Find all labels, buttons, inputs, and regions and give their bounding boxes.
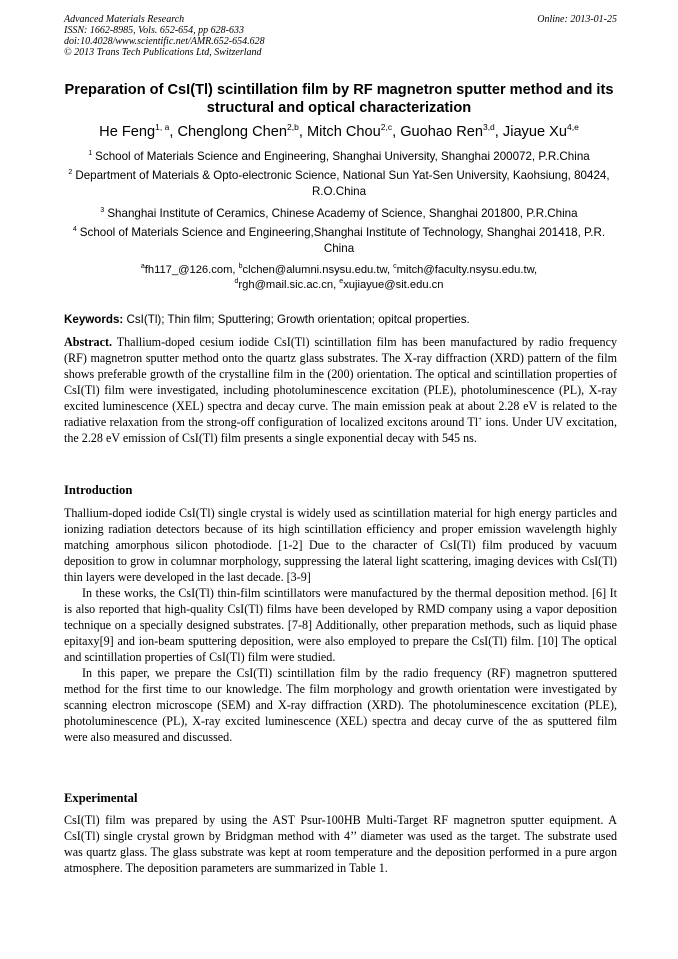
intro-paragraph-3: In this paper, we prepare the CsI(Tl) scintillation film by the radio frequency (RF) magnetron sputtered method for the first time to our knowledge. The film morphology and growth orientation were investigated by scanning electron microscope (SEM) and X-ray diffraction (XRD). The photoluminescence excitation (PLE), photoluminescence (PL), X-ray excited luminescence (XEL) spectra and decay curve of the as sputtered film were also measured and discussed. bbox=[64, 666, 617, 744]
abstract-label: Abstract. bbox=[64, 335, 113, 349]
author-affil-mark: 2,c bbox=[380, 122, 393, 132]
abstract-paragraph bbox=[64, 334, 617, 446]
affiliation-text: Shanghai Institute of Ceramics, Chinese Academy of Science, Shanghai 201800, P.R.China bbox=[107, 207, 578, 220]
email-address[interactable]: rgh@mail.sic.ac.cn, bbox=[238, 279, 340, 291]
affiliation-3 bbox=[58, 206, 620, 222]
author-name: Guohao Ren bbox=[400, 124, 483, 140]
issn-line: ISSN: 1662-8985, Vols. 652-654, pp 628-633 bbox=[64, 25, 244, 36]
abstract-superscript: + bbox=[478, 415, 483, 423]
author-name: He Feng bbox=[99, 124, 156, 140]
affiliation-number: 4 bbox=[72, 226, 77, 233]
email-address[interactable]: clchen@alumni.nsysu.edu.tw, bbox=[242, 264, 394, 276]
intro-paragraph-2: In these works, the CsI(Tl) thin-film scintillators were manufactured by the thermal deposition method. [6] It is also reported that high-quality CsI(Tl) films have been developed by RMD company using a vapor deposition technique on a specially designed substrates. [7-8] Additionally, other preparation methods, such as liquid phase epitaxy[9] and ion-beam sputtering deposition, were also employed to prepare the CsI(Tl) film. [10] The optical and scintillation properties of CsI(Tl) film were studied. bbox=[64, 586, 617, 664]
keywords-text: CsI(Tl); Thin film; Sputtering; Growth orientation; opitcal properties. bbox=[123, 313, 470, 326]
email-address[interactable]: fh117_@126.com, bbox=[144, 264, 239, 276]
affiliation-number: 2 bbox=[68, 169, 73, 176]
email-address[interactable]: xujiayue@sit.edu.cn bbox=[343, 279, 444, 291]
email-mark: a bbox=[140, 263, 145, 270]
affiliation-4 bbox=[58, 225, 620, 257]
author-affil-mark: 4,e bbox=[567, 122, 579, 132]
email-mark: c bbox=[393, 263, 397, 270]
abstract-text: Thallium-doped cesium iodide CsI(Tl) scintillation film has been manufactured by radio frequency (RF) magnetron sputter method onto the quartz glass substrates. The X-ray diffraction (XRD) pattern of the film shows preferable growth of the crystalline film in the (200) orientation. The optical and scintillation properties of CsI(Tl) film were investigated, including photoluminescence excitation (PLE), photoluminescence (PL), X-ray excited luminescence (XEL) spectra and decay curve. The main emission peak at about 2.28 eV is related to the radiative relaxation from the strong-off configuration of localized excitons around Tl bbox=[64, 335, 617, 429]
email-mark: d bbox=[234, 278, 239, 285]
email-mark: e bbox=[339, 278, 344, 285]
author-affil-mark: 3,d bbox=[482, 122, 495, 132]
email-mark: b bbox=[238, 263, 243, 270]
abstract-text-end: ions. Under UV excitation, the 2.28 eV emission of CsI(Tl) film presents a single exponential decay with 545 ns. bbox=[64, 415, 617, 445]
affiliation-2 bbox=[58, 168, 620, 200]
email-address[interactable]: mitch@faculty.nsysu.edu.tw, bbox=[396, 264, 538, 276]
email-list bbox=[58, 263, 620, 293]
affiliation-1 bbox=[58, 149, 620, 165]
author-list: He Feng$^{1, a}$, Chenglong Chen$^{2,b}$, Mitch Chou$^{2,c}$, Guohao Ren$^{3,d}$, Jiayue Xu$^{4,e}$ bbox=[99, 122, 579, 140]
intro-paragraph-1: Thallium-doped iodide CsI(Tl) single crystal is widely used as scintillation material for high energy particles and ionizing radiation detectors because of its high scintillation efficiency and proper emission wavelength highly matching amorphous silicon photodiode. [1-2] Due to the character of CsI(Tl) film produced by vacuum deposition to grow in columnar morphology, suppressing the lateral light scattering, imaging devices with CsI(Tl) thin layers were developed in the last decade. [3-9] bbox=[64, 506, 617, 584]
running-header bbox=[64, 14, 617, 58]
author-name: Jiayue Xu bbox=[502, 124, 567, 140]
affiliation-text: School of Materials Science and Engineering,Shanghai Institute of Technology, Shanghai 201418, P.R. China bbox=[79, 226, 606, 255]
author-name: Mitch Chou bbox=[306, 124, 381, 140]
experimental-paragraph-1: CsI(Tl) film was prepared by using the AST Psur-100HB Multi-Target RF magnetron sputter equipment. A CsI(Tl) single crystal grown by Bridgman method with 4’’ diameter was used as the target. The substrate used was quartz glass. The glass substrate was kept at room temperature and the deposition performed in a pure argon atmosphere. The deposition parameters are summarized in Table 1. bbox=[64, 813, 617, 875]
doi-line: doi:10.4028/www.scientific.net/AMR.652-654.628 bbox=[64, 36, 265, 47]
experimental-body bbox=[64, 812, 617, 876]
keywords-label: Keywords: bbox=[64, 313, 124, 326]
section-heading-introduction: Introduction bbox=[64, 483, 133, 497]
affiliation-text: Department of Materials & Opto-electronic Science, National Sun Yat-Sen University, Kaohsiung, 80424, R.O.China bbox=[75, 169, 610, 198]
journal-name: Advanced Materials Research bbox=[64, 14, 185, 25]
paper-title: Preparation of CsI(Tl) scintillation film by RF magnetron sputter method and its structural and optical characterization bbox=[64, 82, 614, 116]
author-affil-mark: 1, a bbox=[155, 122, 170, 132]
introduction-body bbox=[64, 505, 617, 745]
author-affil-mark: 2,b bbox=[287, 122, 299, 132]
affiliation-text: School of Materials Science and Engineering, Shanghai University, Shanghai 200072, P.R.China bbox=[95, 150, 590, 163]
section-heading-experimental: Experimental bbox=[64, 791, 138, 805]
copyright-line: © 2013 Trans Tech Publications Ltd, Switzerland bbox=[64, 47, 262, 58]
author-name: Chenglong Chen bbox=[177, 124, 287, 140]
affiliation-number: 1 bbox=[88, 150, 93, 157]
keywords-line bbox=[64, 312, 617, 327]
online-date: Online: 2013-01-25 bbox=[537, 14, 617, 25]
affiliation-number: 3 bbox=[100, 207, 105, 214]
